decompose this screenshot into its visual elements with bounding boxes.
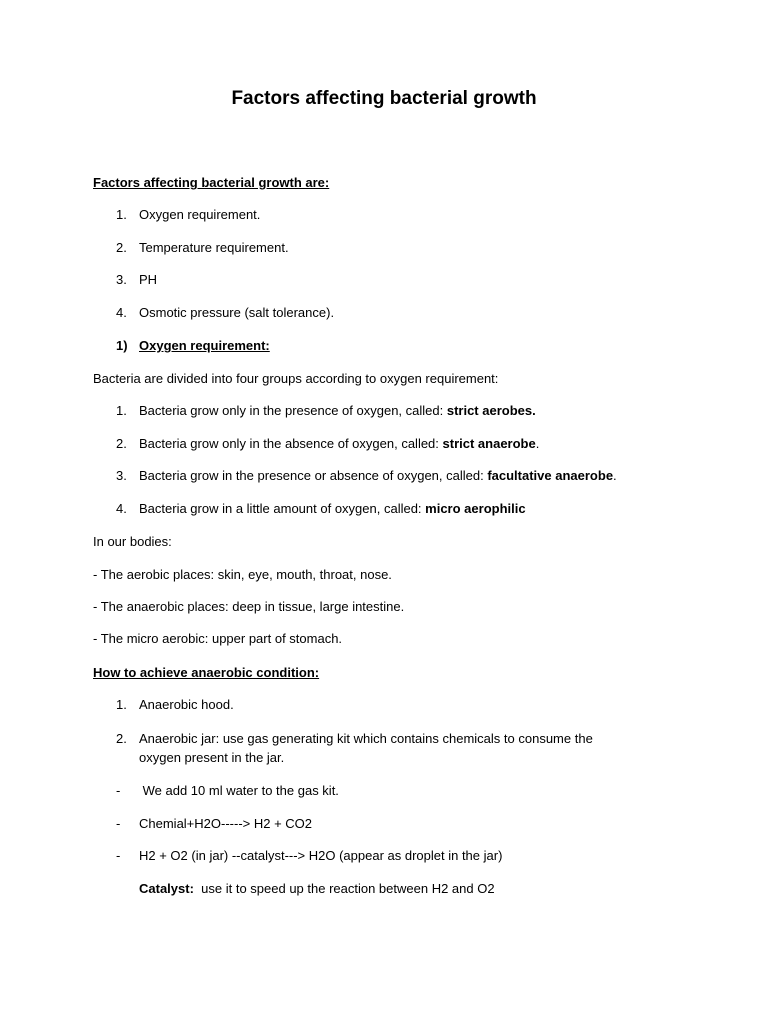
item-text: Bacteria grow in the presence or absence of oxygen, called: bbox=[139, 468, 488, 483]
intro-text: Bacteria are divided into four groups according to oxygen requirement: bbox=[93, 371, 499, 386]
list-item-continued: oxygen present in the jar. bbox=[139, 750, 285, 765]
item-term: strict anaerobe bbox=[442, 436, 536, 451]
dash-marker: - bbox=[116, 816, 121, 831]
list-number: 4. bbox=[116, 305, 127, 320]
dash-marker: - bbox=[116, 848, 121, 863]
list-number: 4. bbox=[116, 501, 127, 516]
item-text: Bacteria grow in a little amount of oxygen, called: bbox=[139, 501, 426, 516]
catalyst-label: Catalyst: bbox=[139, 881, 194, 896]
list-number: 1. bbox=[116, 207, 127, 222]
dash-marker: - bbox=[116, 783, 121, 798]
list-item: Oxygen requirement. bbox=[139, 207, 261, 222]
list-number: 1. bbox=[116, 403, 127, 418]
list-number: 1. bbox=[116, 697, 127, 712]
list-number: 3. bbox=[116, 272, 127, 287]
catalyst-text: use it to speed up the reaction between H2 and O2 bbox=[193, 881, 495, 896]
body-line: - The anaerobic places: deep in tissue, large intestine. bbox=[93, 599, 405, 614]
item-term: micro aerophilic bbox=[425, 501, 526, 516]
list-item bbox=[139, 402, 536, 419]
list-item bbox=[139, 467, 617, 484]
list-number: 2. bbox=[116, 731, 127, 746]
step-line: H2 + O2 (in jar) --catalyst---> H2O (appear as droplet in the jar) bbox=[139, 848, 503, 863]
document-title: Factors affecting bacterial growth bbox=[231, 88, 537, 109]
factors-heading: Factors affecting bacterial growth are: bbox=[93, 175, 330, 190]
list-number: 3. bbox=[116, 468, 127, 483]
list-item: Temperature requirement. bbox=[139, 240, 289, 255]
body-line: - The micro aerobic: upper part of stomach. bbox=[93, 631, 343, 646]
list-item: Osmotic pressure (salt tolerance). bbox=[139, 305, 335, 320]
list-item bbox=[139, 500, 526, 517]
anaerobic-heading: How to achieve anaerobic condition: bbox=[93, 665, 320, 680]
item-term: facultative anaerobe bbox=[487, 468, 614, 483]
step-line: We add 10 ml water to the gas kit. bbox=[139, 783, 339, 798]
list-number: 2. bbox=[116, 436, 127, 451]
item-text: Bacteria grow only in the absence of oxygen, called: bbox=[139, 436, 443, 451]
list-item: PH bbox=[139, 272, 158, 287]
body-line: - The aerobic places: skin, eye, mouth, throat, nose. bbox=[93, 567, 392, 582]
item-term: strict aerobes. bbox=[446, 403, 536, 418]
list-item: Anaerobic hood. bbox=[139, 697, 234, 712]
list-item bbox=[139, 435, 539, 452]
list-number: 2. bbox=[116, 240, 127, 255]
section-number: 1) bbox=[116, 338, 128, 353]
list-item: Anaerobic jar: use gas generating kit which contains chemicals to consume the bbox=[139, 731, 593, 746]
item-tail: . bbox=[535, 436, 540, 451]
item-text: Bacteria grow only in the presence of oxygen, called: bbox=[139, 403, 447, 418]
catalyst-line bbox=[139, 880, 495, 897]
item-tail: . bbox=[613, 468, 617, 483]
step-line: Chemial+H2O-----> H2 + CO2 bbox=[139, 816, 313, 831]
bodies-heading: In our bodies: bbox=[93, 534, 172, 549]
section-heading: Oxygen requirement: bbox=[139, 338, 270, 353]
